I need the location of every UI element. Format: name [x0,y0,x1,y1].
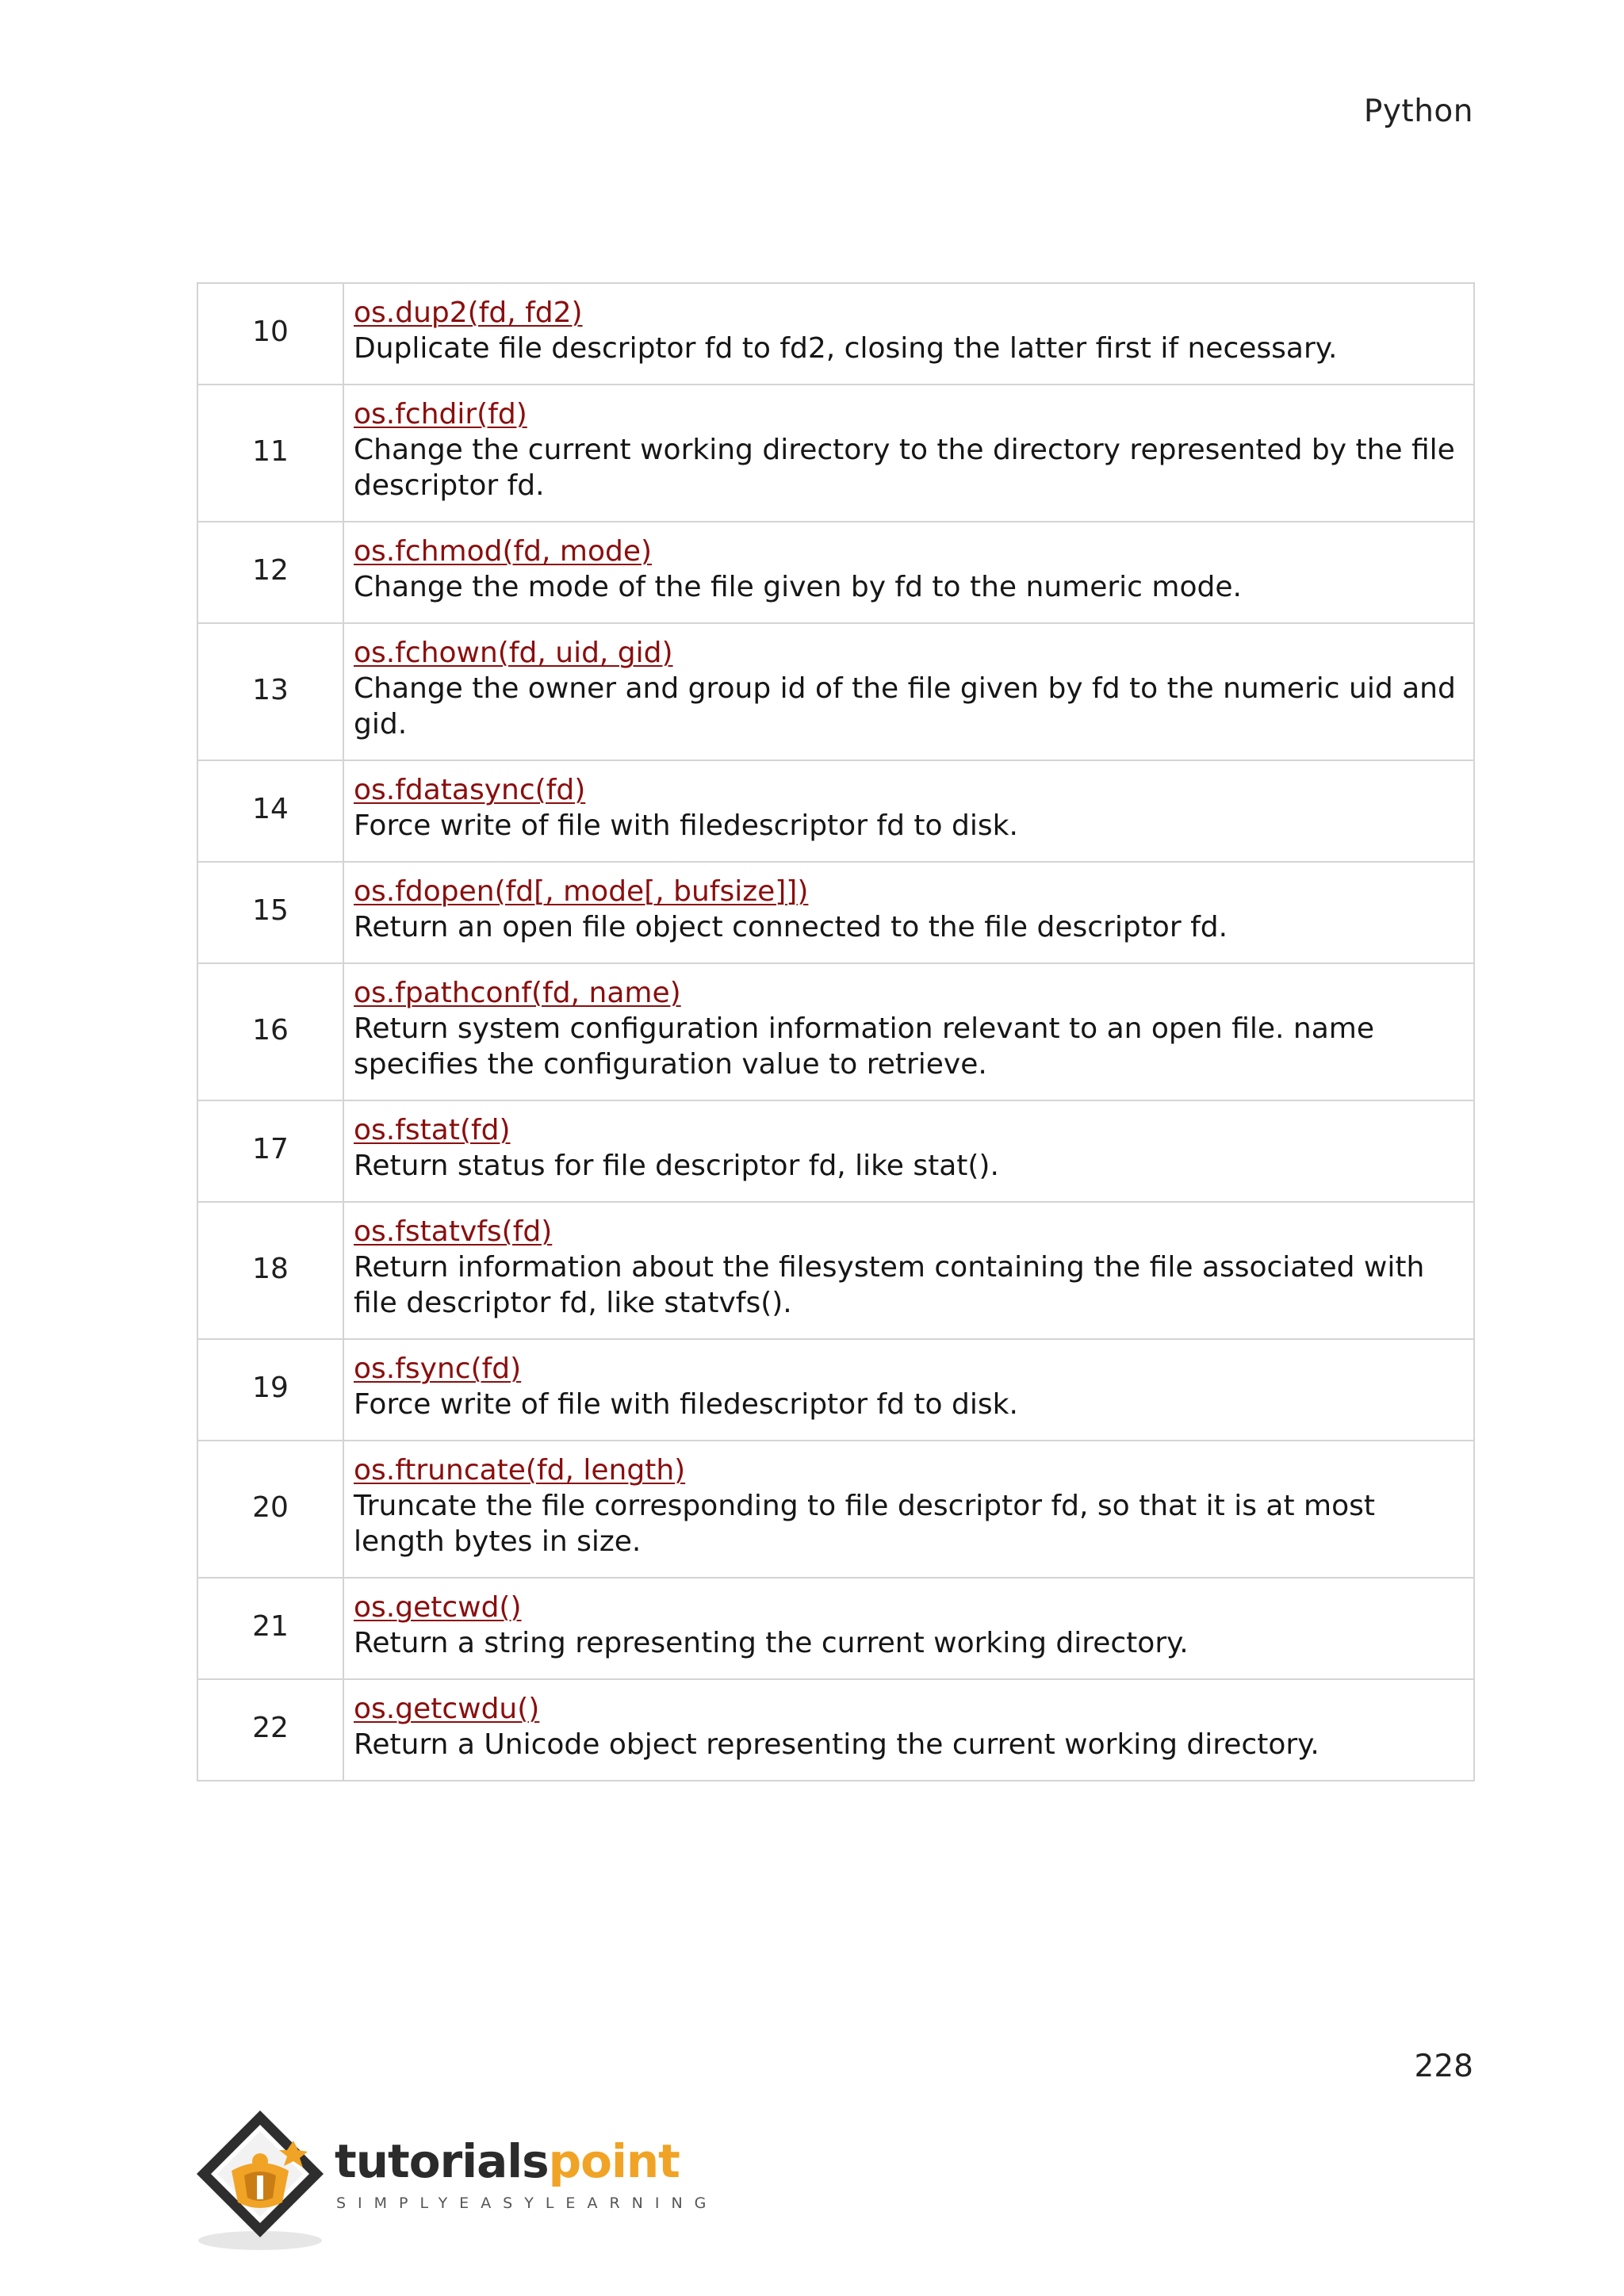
function-link[interactable]: os.fstat(fd) [354,1114,511,1146]
function-link[interactable]: os.fpathconf(fd, name) [354,977,681,1009]
function-cell [343,760,1474,862]
table-row [197,1202,1474,1339]
row-number: 14 [197,760,343,862]
function-link[interactable]: os.fdatasync(fd) [354,774,586,806]
function-cell [343,385,1474,522]
table-row [197,1679,1474,1781]
table-row [197,963,1474,1100]
tutorialspoint-logo[interactable] [195,2109,718,2252]
table-row [197,283,1474,385]
function-cell [343,1441,1474,1578]
table-row [197,522,1474,623]
logo-word-point: point [548,2134,680,2188]
row-number: 10 [197,283,343,385]
page-number: 228 [1414,2049,1473,2084]
row-number: 19 [197,1339,343,1441]
row-number: 17 [197,1100,343,1202]
os-functions-table [197,282,1475,1781]
row-number: 12 [197,522,343,623]
function-cell [343,862,1474,963]
row-number: 22 [197,1679,343,1781]
function-link[interactable]: os.fchown(fd, uid, gid) [354,637,673,669]
row-number: 11 [197,385,343,522]
row-number: 16 [197,963,343,1100]
function-description: Duplicate file descriptor fd to fd2, closing the latter first if necessary. [354,332,1338,365]
row-number: 20 [197,1441,343,1578]
function-link[interactable]: os.fchdir(fd) [354,398,527,430]
table-row [197,385,1474,522]
table-row [197,862,1474,963]
function-cell [343,1100,1474,1202]
function-link[interactable]: os.fstatvfs(fd) [354,1215,553,1248]
row-number: 21 [197,1578,343,1679]
function-description: Return information about the filesystem containing the file associated with file descriptor fd, like statvfs(). [354,1251,1425,1319]
function-cell [343,522,1474,623]
function-description: Change the mode of the file given by fd to the numeric mode. [354,571,1242,603]
function-description: Force write of file with filedescriptor fd to disk. [354,1388,1018,1421]
function-link[interactable]: os.fsync(fd) [354,1353,522,1385]
logo-tagline: SIMPLYEASYLEARNING [336,2195,718,2212]
table-body [197,283,1474,1781]
function-link[interactable]: os.fdopen(fd[, mode[, bufsize]]) [354,875,809,908]
logo-word-tutorials: tutorials [335,2134,549,2188]
function-description: Truncate the file corresponding to file descriptor fd, so that it is at most length bytes in size. [354,1490,1376,1558]
function-link[interactable]: os.ftruncate(fd, length) [354,1454,686,1487]
function-cell [343,1578,1474,1679]
table-row [197,623,1474,760]
function-cell [343,623,1474,760]
function-link[interactable]: os.fchmod(fd, mode) [354,535,653,568]
function-description: Return a Unicode object representing the current working directory. [354,1728,1320,1761]
row-number: 15 [197,862,343,963]
row-number: 13 [197,623,343,760]
function-link[interactable]: os.getcwdu() [354,1693,540,1725]
row-number: 18 [197,1202,343,1339]
table-row [197,1100,1474,1202]
function-description: Return a string representing the current working directory. [354,1627,1189,1659]
logo-wordmark [335,2136,680,2187]
function-description: Return an open file object connected to the file descriptor fd. [354,911,1228,943]
function-cell [343,283,1474,385]
function-link[interactable]: os.dup2(fd, fd2) [354,297,583,329]
table-row [197,760,1474,862]
function-description: Change the owner and group id of the file given by fd to the numeric uid and gid. [354,672,1456,740]
page-header-title: Python [1363,94,1473,129]
function-cell [343,1339,1474,1441]
function-cell [343,963,1474,1100]
function-cell [343,1202,1474,1339]
function-description: Force write of file with filedescriptor fd to disk. [354,809,1018,842]
function-description: Return system configuration information relevant to an open file. name specifies the configuration value to retrieve. [354,1012,1374,1081]
function-description: Return status for file descriptor fd, like stat(). [354,1150,999,1182]
table-row [197,1339,1474,1441]
function-cell [343,1679,1474,1781]
table-row [197,1578,1474,1679]
function-description: Change the current working directory to the directory represented by the file descriptor fd. [354,434,1455,502]
function-link[interactable]: os.getcwd() [354,1591,522,1624]
table-row [197,1441,1474,1578]
tutorialspoint-logo-icon [195,2109,338,2252]
